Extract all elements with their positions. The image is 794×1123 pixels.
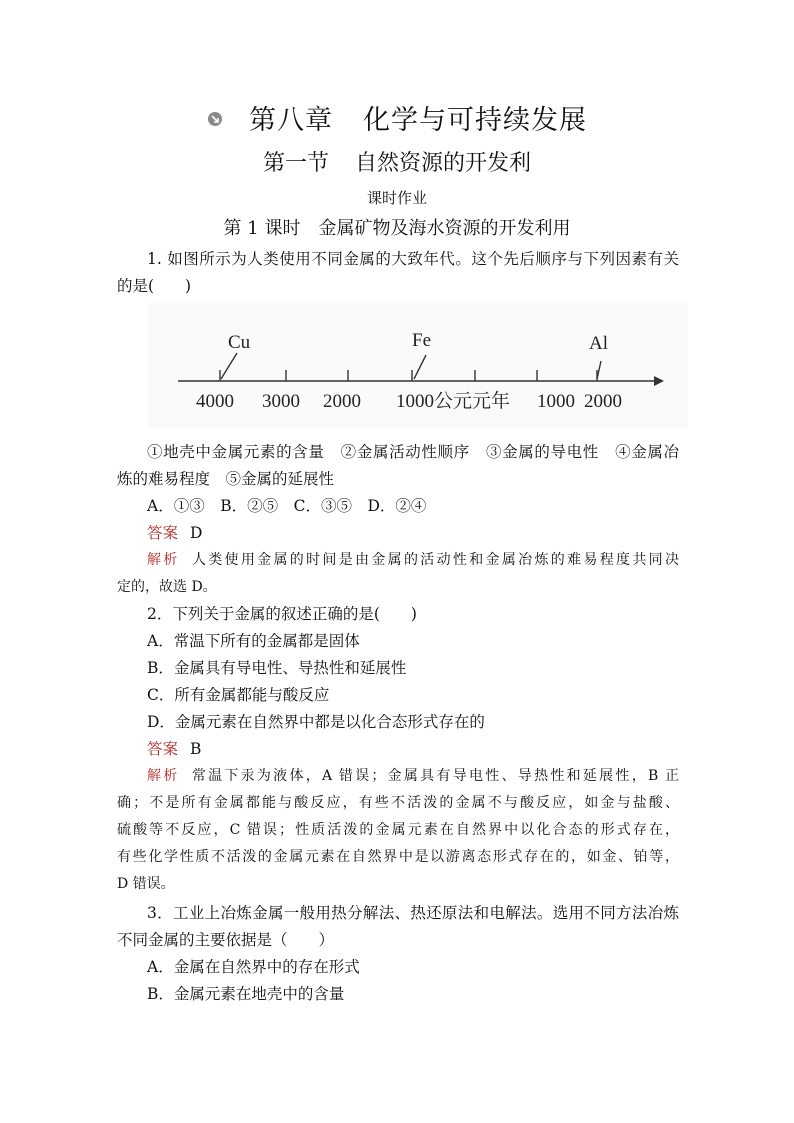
q1-factors-line1: ①地壳中金属元素的含量 ②金属活动性顺序 ③金属的导电性 ④金属冶 (147, 443, 679, 461)
analysis-text: 人类使用金属的时间是由金属的活动性和金属冶炼的难易程度共同决 (189, 552, 679, 568)
q2-analysis-line1 (147, 765, 679, 787)
answer-value: D (190, 524, 203, 542)
q2-analysis-line4: 有些化学性质不活泼的金属元素在自然界中是以游离态形式存在的，如金、铂等， (117, 849, 679, 865)
chapter-subtitle: 化学与可持续发展 (363, 105, 587, 136)
q2-analysis-line5: D 错误。 (117, 876, 175, 892)
section-title: 第一节 (262, 151, 329, 176)
q1-analysis-line1 (147, 549, 679, 571)
analysis-label: 解析 (147, 768, 180, 784)
analysis-label: 解析 (147, 552, 180, 568)
q2-option-b: B．金属具有导电性、导热性和延展性 (147, 659, 407, 677)
chapter-bullet-icon (207, 103, 223, 134)
chapter-title: 第八章 (249, 105, 333, 136)
answer-label: 答案 (147, 524, 179, 542)
q1-analysis-line2: 定的，故选 D。 (117, 579, 217, 595)
tick-label: 1000 (537, 391, 575, 412)
q2-stem: 2．下列关于金属的叙述正确的是( ) (147, 605, 417, 623)
answer-value: B (190, 740, 202, 758)
metal-label-al: Al (589, 333, 608, 354)
q3-option-a: A．金属在自然界中的存在形式 (147, 958, 360, 976)
metal-timeline-figure (148, 303, 688, 428)
tick-label: 2000 (323, 391, 361, 412)
chapter-heading (0, 98, 794, 137)
q2-analysis-line2: 确；不是所有金属都能与酸反应，有些不活泼的金属不与酸反应，如金与盐酸、 (117, 795, 679, 811)
q1-answer (147, 522, 679, 544)
q2-option-d: D．金属元素在自然界中都是以化合态形式存在的 (147, 713, 485, 731)
homework-label: 课时作业 (366, 189, 427, 207)
q1-options: A．①③ B．②⑤ C．③⑤ D．②④ (147, 497, 427, 515)
q2-analysis-line3: 硫酸等不反应，C 错误；性质活泼的金属元素在自然界中以化合态的形式存在， (117, 822, 679, 838)
q2-option-a: A．常温下所有的金属都是固体 (147, 632, 360, 650)
q1-factors-line2: 炼的难易程度 ⑤金属的延展性 (117, 470, 335, 488)
section-heading (0, 146, 794, 177)
q3-option-b: B．金属元素在地壳中的含量 (147, 985, 345, 1003)
metal-label-cu: Cu (228, 332, 251, 353)
q2-option-c: C．所有金属都能与酸反应 (147, 686, 330, 704)
analysis-text: 常温下汞为液体，A 错误；金属具有导电性、导热性和延展性，B 正 (189, 768, 679, 784)
q2-answer (147, 738, 679, 760)
section-subtitle: 自然资源的开发利 (355, 151, 532, 176)
q3-stem-line1: 3．工业上冶炼金属一般用热分解法、热还原法和电解法。选用不同方法冶炼 (147, 904, 679, 922)
lesson-subtitle: 金属矿物及海水资源的开发利用 (318, 218, 571, 239)
q1-stem-line1: 1. 如图所示为人类使用不同金属的大致年代。这个先后顺序与下列因素有关 (147, 250, 679, 268)
lesson-title: 第 1 课时 (223, 218, 301, 239)
tick-label: 3000 (262, 391, 300, 412)
lesson-heading (0, 214, 794, 240)
metal-label-fe: Fe (412, 330, 431, 351)
answer-label: 答案 (147, 740, 179, 758)
tick-label: 4000 (196, 391, 234, 412)
q1-stem-line2: 的是( ) (117, 277, 192, 295)
tick-label: 2000 (584, 391, 622, 412)
q3-stem-line2: 不同金属的主要依据是（ ） (117, 931, 335, 949)
tick-label: 1000公元元年 (396, 391, 511, 412)
